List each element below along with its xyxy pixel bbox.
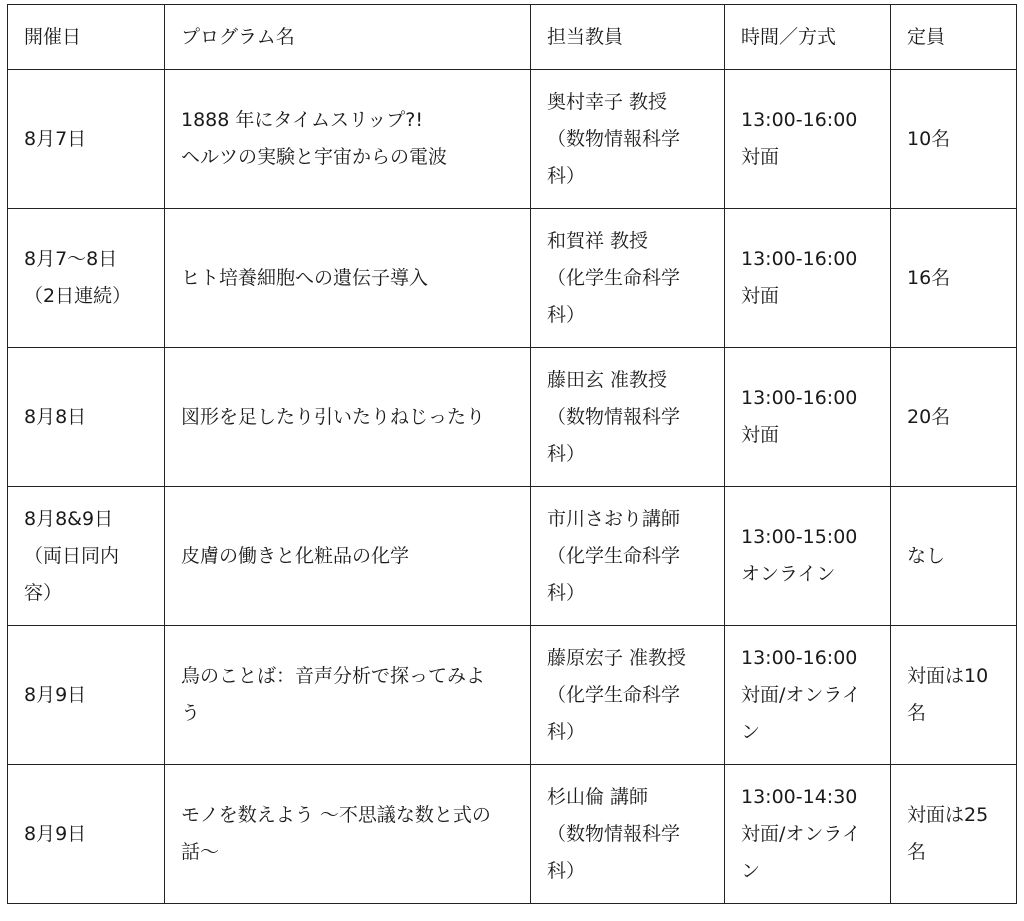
table-row	[8, 209, 1017, 348]
time-text: 13:00-16:00	[741, 646, 858, 669]
header-time-format: 時間／方式	[725, 5, 891, 70]
capacity-cell	[891, 70, 1017, 209]
teacher-cell	[531, 626, 725, 765]
date-cell	[8, 70, 165, 209]
capacity-cell	[891, 487, 1017, 626]
table-row	[8, 348, 1017, 487]
table-header-row	[8, 5, 1017, 70]
program-text: モノを数えよう 〜不思議な数と式の	[181, 804, 491, 826]
time-text: 13:00-14:30	[741, 785, 858, 808]
table-row	[8, 626, 1017, 765]
header-capacity: 定員	[891, 5, 1017, 70]
time-text: 対面/オンライ	[741, 822, 861, 845]
date-cell	[8, 626, 165, 765]
date-text: 8月8日	[24, 405, 87, 428]
capacity-cell	[891, 348, 1017, 487]
time-text: 13:00-16:00	[741, 109, 858, 131]
capacity-cell	[891, 626, 1017, 765]
teacher-text: （数物情報科学	[547, 822, 681, 845]
program-text: 話〜	[181, 841, 220, 863]
program-schedule-table	[7, 4, 1017, 904]
time-cell	[725, 209, 891, 348]
teacher-cell	[531, 209, 725, 348]
header-program: プログラム名	[165, 5, 531, 70]
capacity-text: 名	[907, 841, 927, 863]
teacher-text: （数物情報科学	[547, 127, 681, 150]
teacher-cell	[531, 487, 725, 626]
time-text: ン	[741, 720, 761, 743]
teacher-text: 科）	[547, 581, 586, 604]
date-text: 容）	[24, 581, 63, 604]
time-text: 対面	[741, 285, 780, 307]
time-cell	[725, 348, 891, 487]
time-cell	[725, 487, 891, 626]
teacher-text: 和賀祥 教授	[547, 229, 649, 252]
teacher-text: 奥村幸子 教授	[547, 90, 668, 113]
capacity-text: 16名	[907, 266, 951, 289]
program-text: 図形を足したり引いたりねじったり	[181, 405, 486, 428]
date-text: 8月9日	[24, 683, 87, 706]
date-text: （2日連続）	[24, 285, 132, 307]
time-text: 対面	[741, 424, 780, 446]
program-cell	[165, 487, 531, 626]
date-text: 8月7日	[24, 127, 87, 150]
date-text: 8月8&9日	[24, 507, 114, 530]
capacity-text: なし	[907, 544, 946, 567]
time-cell	[725, 626, 891, 765]
time-text: 対面	[741, 146, 780, 168]
program-cell	[165, 209, 531, 348]
time-text: 対面/オンライ	[741, 683, 861, 706]
time-text: 13:00-16:00	[741, 248, 858, 270]
teacher-cell	[531, 348, 725, 487]
teacher-text: 科）	[547, 164, 586, 187]
program-text: 皮膚の働きと化粧品の化学	[181, 544, 410, 567]
capacity-cell	[891, 765, 1017, 904]
teacher-cell	[531, 765, 725, 904]
date-cell	[8, 209, 165, 348]
teacher-text: （数物情報科学	[547, 405, 681, 428]
teacher-text: 市川さおり講師	[547, 507, 681, 530]
capacity-text: 20名	[907, 405, 951, 428]
program-cell	[165, 626, 531, 765]
teacher-text: （化学生命科学	[547, 683, 681, 706]
capacity-text: 名	[907, 702, 927, 724]
date-text: 8月7〜8日	[24, 248, 118, 270]
program-text: 鳥のことば：音声分析で探ってみよ	[181, 665, 486, 687]
time-cell	[725, 765, 891, 904]
teacher-text: 科）	[547, 720, 586, 743]
time-text: ン	[741, 859, 761, 882]
date-text: 8月9日	[24, 822, 87, 845]
time-text: オンライン	[741, 563, 836, 585]
capacity-text: 対面は10	[907, 665, 989, 687]
program-text: ヘルツの実験と宇宙からの電波	[181, 146, 448, 168]
header-date: 開催日	[8, 5, 165, 70]
program-cell	[165, 765, 531, 904]
program-text: 1888 年にタイムスリップ?!	[181, 109, 423, 131]
date-text: （両日同内	[24, 544, 120, 567]
time-cell	[725, 70, 891, 209]
capacity-text: 10名	[907, 127, 951, 150]
table-row	[8, 765, 1017, 904]
teacher-text: 藤田玄 准教授	[547, 368, 668, 391]
program-text: う	[181, 702, 201, 724]
program-cell	[165, 70, 531, 209]
teacher-text: 杉山倫 講師	[547, 785, 649, 808]
table-row	[8, 70, 1017, 209]
table-row	[8, 487, 1017, 626]
teacher-text: 藤原宏子 准教授	[547, 646, 687, 669]
time-text: 13:00-16:00	[741, 387, 858, 409]
program-cell	[165, 348, 531, 487]
date-cell	[8, 348, 165, 487]
teacher-cell	[531, 70, 725, 209]
teacher-text: （化学生命科学	[547, 544, 681, 567]
teacher-text: （化学生命科学	[547, 266, 681, 289]
teacher-text: 科）	[547, 442, 586, 465]
capacity-text: 対面は25	[907, 804, 989, 826]
date-cell	[8, 487, 165, 626]
capacity-cell	[891, 209, 1017, 348]
teacher-text: 科）	[547, 859, 586, 882]
time-text: 13:00-15:00	[741, 526, 858, 548]
header-teacher: 担当教員	[531, 5, 725, 70]
date-cell	[8, 765, 165, 904]
program-text: ヒト培養細胞への遺伝子導入	[181, 266, 429, 289]
teacher-text: 科）	[547, 303, 586, 326]
